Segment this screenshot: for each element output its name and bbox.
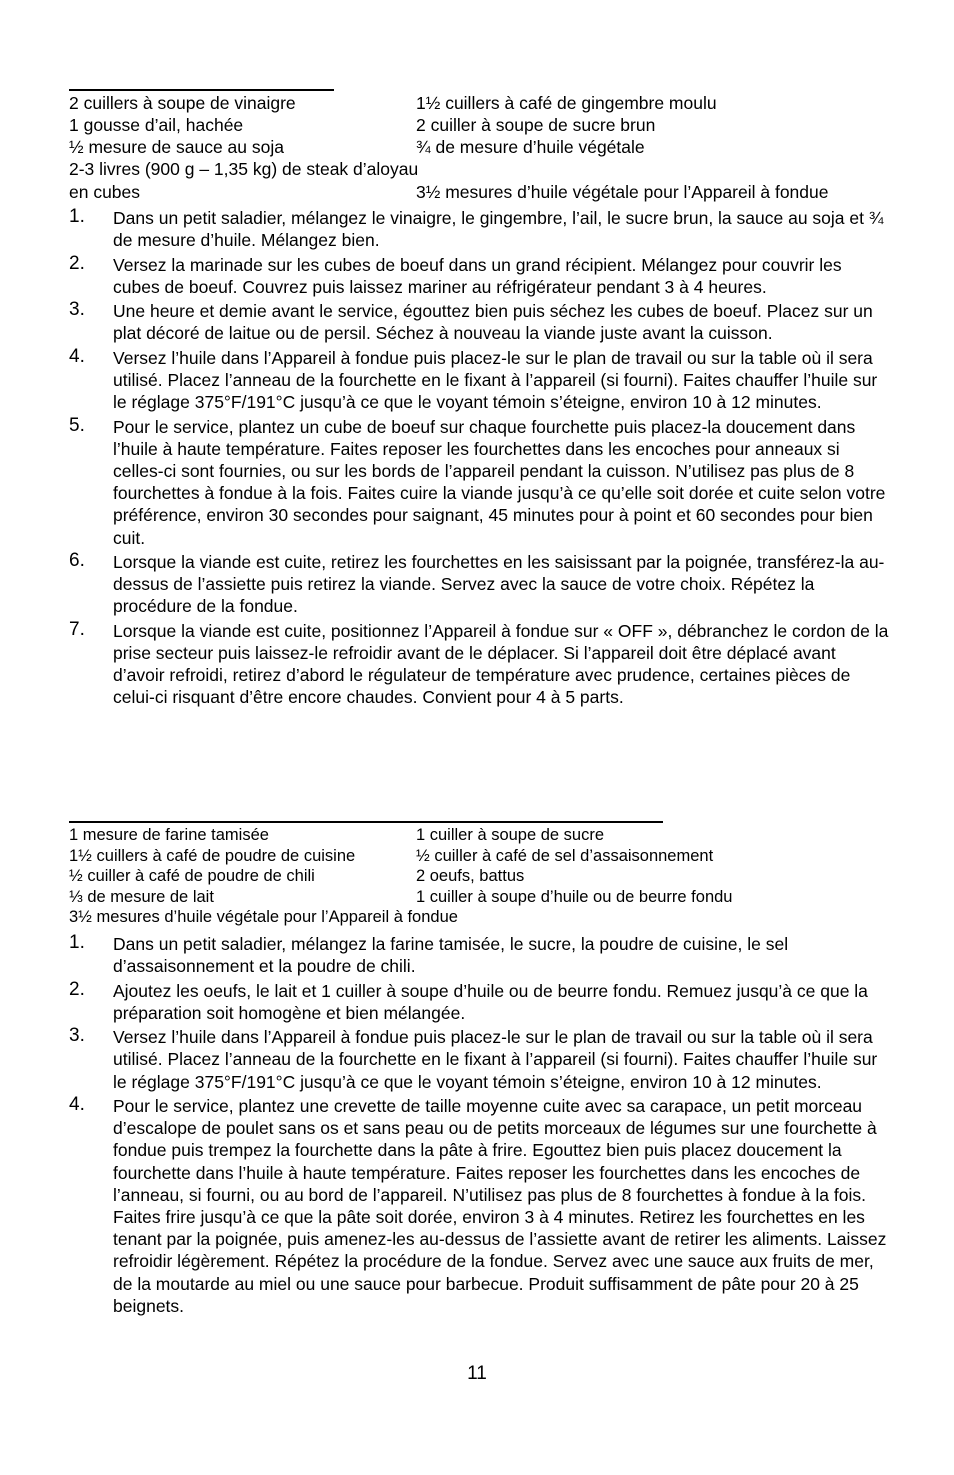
- step-text: Versez l’huile dans l’Appareil à fondue puis placez-le sur le plan de travail ou sur la table où il sera utilisé. Placez l’anneau de la fourchette en le fixant à l’appareil (si fourni). Faites chauffer l’huile sur le réglage 375°F/191°C jusqu’à ce que le voyant témoin s’éteigne, environ 10 à 12 minutes.: [113, 1027, 878, 1092]
- ingredient-right: 2 oeufs, battus: [416, 867, 525, 885]
- step-item: [69, 933, 889, 977]
- step-text: Versez la marinade sur les cubes de boeuf dans un grand récipient. Mélangez pour couvrir les cubes de boeuf. Couvrez puis laissez mariner au réfrigérateur pendant 3 à 4 heures.: [113, 254, 842, 297]
- step-number: 1.: [69, 206, 85, 227]
- ingredient-left: 1 mesure de farine tamisée: [69, 826, 269, 844]
- step-number: 3.: [69, 299, 85, 321]
- ingredient-right: 1 cuiller à soupe de sucre: [416, 826, 605, 844]
- step-number: 2.: [69, 252, 85, 274]
- step-item: [69, 347, 889, 414]
- step-text: Ajoutez les oeufs, le lait et 1 cuiller à soupe d’huile ou de beurre fondu. Remuez jusqu’à ce que la préparation soit homogène et bien mélangée.: [113, 980, 868, 1023]
- ingredient-left: 2-3 livres (900 g – 1,35 kg) de steak d’aloyau: [69, 159, 419, 179]
- step-number: 3.: [69, 1025, 85, 1047]
- step-item: [69, 254, 889, 298]
- ingredient-right: 2 cuiller à soupe de sucre brun: [416, 115, 656, 135]
- ingredient-right: 1½ cuillers à café de gingembre moulu: [416, 93, 717, 113]
- step-item: [69, 1026, 889, 1093]
- step-text: Lorsque la viande est cuite, retirez les fourchettes en les saisissant par la poignée, transférez-la au-dessus de l’assiette puis retirez la viande. Servez avec la sauce de votre choix. Répétez la procédure de la fondue.: [113, 551, 885, 617]
- step-number: 7.: [69, 618, 85, 640]
- ingredient-left: ½ cuiller à café de poudre de chili: [69, 867, 315, 885]
- step-text: Dans un petit saladier, mélangez la farine tamisée, le sucre, la poudre de cuisine, le sel d’assaisonnement et la poudre de chili.: [113, 934, 789, 977]
- ingredient-right: 1 cuiller à soupe d’huile ou de beurre fondu: [416, 888, 733, 906]
- step-text: Versez l’huile dans l’Appareil à fondue puis placez-le sur le plan de travail ou sur la table où il sera utilisé. Placez l’anneau de la fourchette en le fixant à l’appareil (si fourni). Faites chauffer l’huile sur le réglage 375°F/191°C jusqu’à ce que le voyant témoin s’éteigne, environ 10 à 12 minutes.: [113, 347, 878, 413]
- step-item: [69, 207, 889, 251]
- page-number: 11: [467, 1363, 487, 1384]
- step-number: 1.: [69, 932, 85, 953]
- ingredient-right: ¾ de mesure d’huile végétale: [416, 137, 645, 157]
- ingredient-left: ½ mesure de sauce au soja: [69, 137, 284, 157]
- ingredient-left: ⅓ de mesure de lait: [69, 888, 214, 906]
- ingredient-right: ½ cuiller à café de sel d’assaisonnement: [416, 847, 714, 865]
- step-item: [69, 980, 889, 1024]
- step-number: 4.: [69, 1093, 85, 1115]
- recipe2-title-rule: [69, 821, 663, 823]
- step-item: [69, 300, 889, 344]
- ingredient-left: en cubes: [69, 182, 141, 202]
- step-item: [69, 1095, 889, 1317]
- step-text: Une heure et demie avant le service, égouttez bien puis séchez les cubes de boeuf. Placez sur un plat décoré de laitue ou de persil. Séchez à nouveau la viande juste avant la cuisson.: [113, 301, 873, 344]
- step-text: Lorsque la viande est cuite, positionnez l’Appareil à fondue sur « OFF », débranchez le cordon de la prise secteur puis laissez-le refroidir avant de le déplacer. Si l’appareil doit être déplacé avant d’avoir refroidi, retirez d’abord le régulateur de température avec prudence, certaines pièces de celui-ci risquant d’être encore chaudes. Convient pour 4 à 5 parts.: [113, 620, 889, 708]
- step-text: Pour le service, plantez un cube de boeuf sur chaque fourchette puis placez-la doucement dans l’huile à haute température. Faites reposer les fourchettes dans les encoches pour anneaux si celles-ci sont fournies, ou sur les bords de l’appareil pendant la cuisson. N’utilisez pas plus de 8 fourchettes à fondue à la fois. Faites cuire la viande jusqu’à ce qu’elle soit dorée et cuite selon votre préférence, environ 30 secondes pour saignant, 45 minutes pour à point et 60 secondes pour bien cuit.: [113, 416, 886, 548]
- recipe2-steps: [69, 933, 889, 1319]
- ingredient-left: 3½ mesures d’huile végétale pour l’Appareil à fondue: [69, 908, 458, 926]
- step-number: 6.: [69, 549, 85, 571]
- step-item: [69, 551, 889, 618]
- recipe1-title-rule: [69, 89, 334, 91]
- ingredient-left: 2 cuillers à soupe de vinaigre: [69, 93, 296, 113]
- recipe1-steps: [69, 207, 889, 711]
- ingredient-left: 1½ cuillers à café de poudre de cuisine: [69, 847, 356, 865]
- step-item: [69, 620, 889, 709]
- step-number: 4.: [69, 345, 85, 367]
- ingredient-left: 1 gousse d’ail, hachée: [69, 115, 244, 135]
- step-text: Pour le service, plantez une crevette de taille moyenne cuite avec sa carapace, un petit morceau d’escalope de poulet sans os et sans peau ou de petits morceaux de légumes sur une fourchette à fondue puis trempez la fourchette dans la pâte à frire. Egouttez bien puis placez doucement la fourchette dans l’huile à haute température. Faites reposer les fourchettes dans les encoches de l’anneau, si fourni, ou au bord de l’appareil. N’utilisez pas plus de 8 fourchettes à fondue à la fois. Faites frire jusqu’à ce que la pâte soit dorée, environ 3 à 4 minutes. Retirez les fourchettes en les tenant par la poignée, puis amenez-les au-dessus de l’assiette avant de retirer les aliments. Laissez refroidir légèrement. Répétez la procédure de la fondue. Servez avec une sauce aux fruits de mer, de la moutarde au miel ou une sauce pour barbecue. Produit suffisamment de pâte pour 20 à 25 beignets.: [113, 1095, 887, 1316]
- step-text: Dans un petit saladier, mélangez le vinaigre, le gingembre, l’ail, le sucre brun, la sauce au soja et ¾ de mesure d’huile. Mélangez bien.: [113, 208, 884, 251]
- step-number: 2.: [69, 978, 85, 1000]
- step-number: 5.: [69, 414, 85, 436]
- ingredient-right: 3½ mesures d’huile végétale pour l’Appareil à fondue: [416, 182, 829, 202]
- step-item: [69, 416, 889, 549]
